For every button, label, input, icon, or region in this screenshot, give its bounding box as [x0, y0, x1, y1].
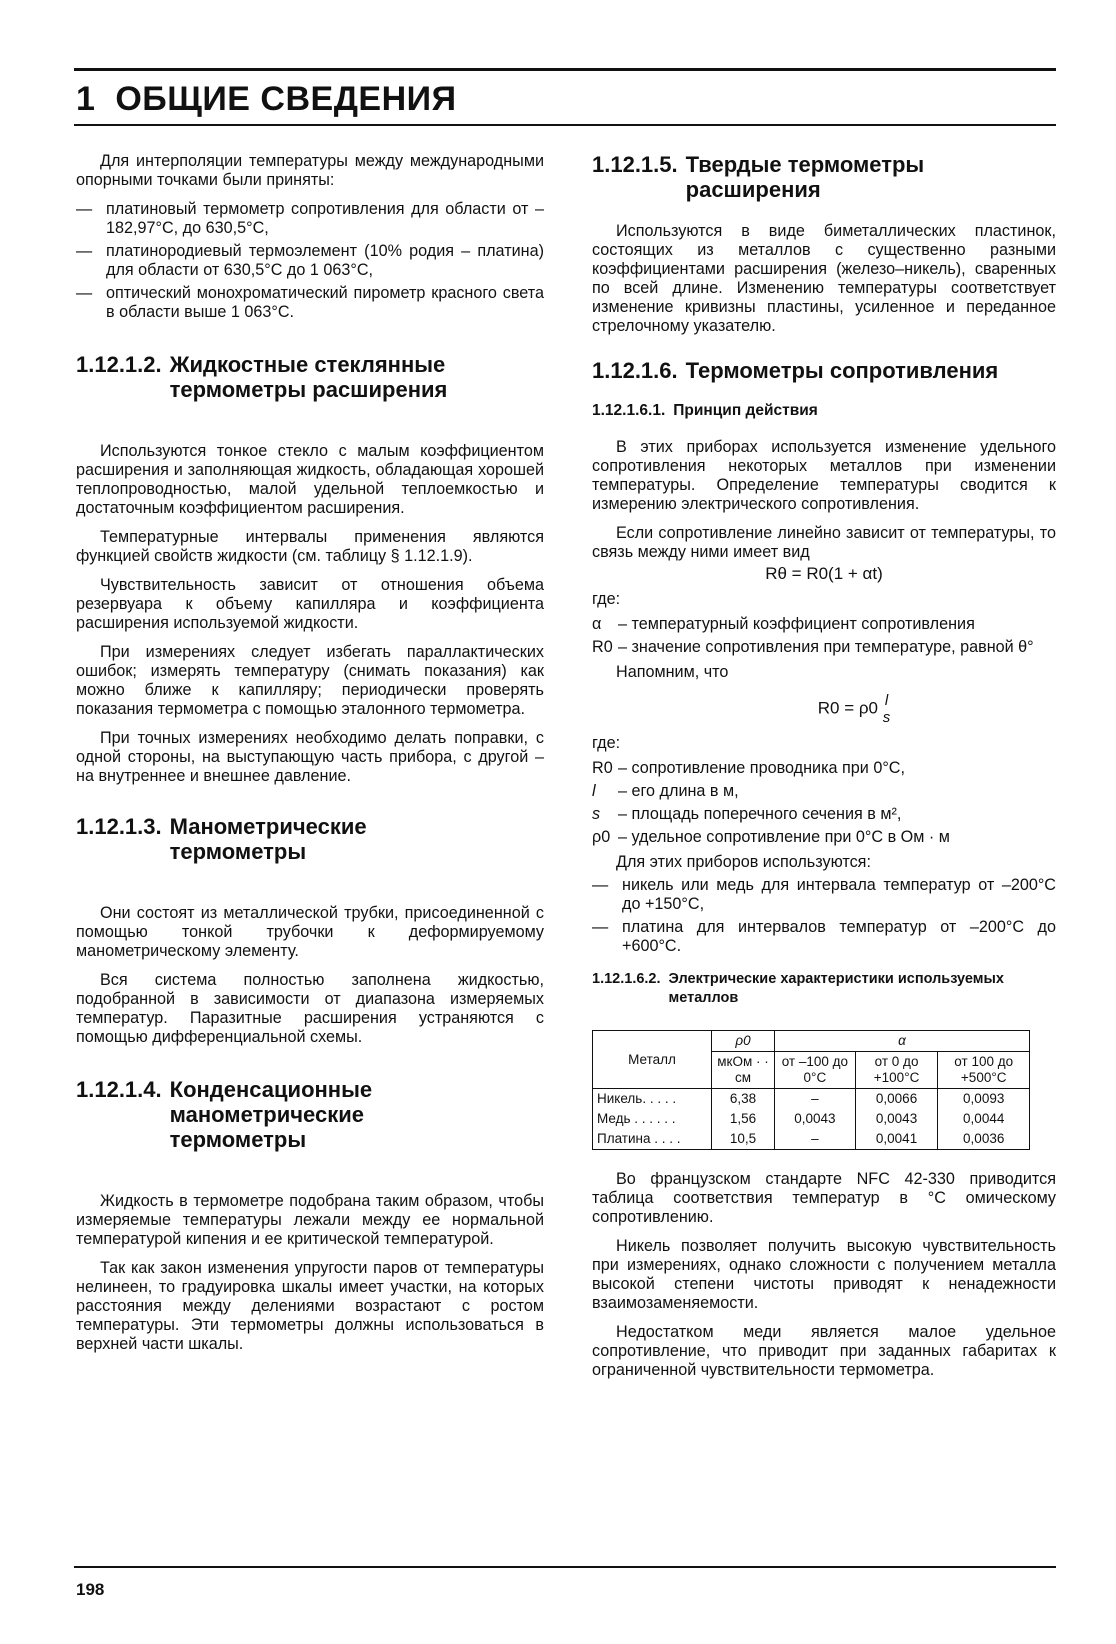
- paragraph: Вся система полностью заполнена жидкостью, подобранной в зависимости от диапазона измеряемых температур. Паразитные расширения устраняются с помощью дифференциальной схемы.: [76, 971, 544, 1046]
- header-metal: Металл: [593, 1031, 712, 1089]
- section-number: 1.12.1.5.: [592, 152, 678, 177]
- formula-fraction: [883, 692, 891, 726]
- where-label: где:: [592, 590, 621, 608]
- section-number: 1.12.1.4.: [76, 1077, 162, 1102]
- subsection-title: Принцип действия: [673, 402, 818, 419]
- cell-a3: 0,0093: [938, 1089, 1030, 1110]
- subsection-title: Электрические характеристики используемых металлов: [668, 971, 1004, 1006]
- paragraph: Жидкость в термометре подобрана таким образом, чтобы измеряемые температуры лежали между ее нормальной температурой кипения и ее критической температурой.: [76, 1192, 544, 1248]
- definition-symbol: R0: [592, 759, 613, 777]
- page-number: 198: [76, 1580, 105, 1599]
- cell-a3: 0,0044: [938, 1109, 1030, 1129]
- header-rho-unit: мкОм · · см: [712, 1052, 775, 1089]
- definition-list: [592, 759, 1056, 847]
- cell-metal: Платина . . . .: [593, 1129, 712, 1150]
- footer-rule: [74, 1566, 1056, 1568]
- where-label: где:: [592, 734, 621, 752]
- chapter-number: 1: [76, 80, 96, 118]
- definition-text: – его длина в м,: [618, 782, 739, 800]
- list-item: — платинородиевый термоэлемент (10% родия – платина) для области от 630,5°С до 1 063°С,: [76, 242, 544, 280]
- definition-item: [592, 638, 1056, 657]
- cell-a2: 0,0066: [855, 1089, 938, 1110]
- cell-rho: 10,5: [712, 1129, 775, 1150]
- definition-symbol: ρ0: [592, 828, 611, 846]
- table-row: [593, 1129, 1030, 1150]
- formula-lhs: R0 = ρ0: [817, 698, 878, 718]
- paragraph: Во французском стандарте NFC 42-330 приводится таблица соответствия температур в °С омическому сопротивлению.: [592, 1170, 1056, 1226]
- subsection-number: 1.12.1.6.1.: [592, 402, 666, 419]
- paragraph: Недостатком меди является малое удельное сопротивление, что приводит при заданных габаритах к ограниченной чувствительности термометра.: [592, 1323, 1056, 1379]
- paragraph: Никель позволяет получить высокую чувствительность при измерениях, однако сложности с получением металла высокой степени чистоты приводят к ненадежности взаимозаменяемости.: [592, 1237, 1056, 1312]
- cell-a1: –: [775, 1089, 856, 1110]
- paragraph: Температурные интервалы применения являются функцией свойств жидкости (см. таблицу § 1.12.1.9).: [76, 528, 544, 565]
- section-number: 1.12.1.6.: [592, 358, 678, 383]
- definition-text: – удельное сопротивление при 0°С в Ом · м: [618, 828, 950, 846]
- table-row: [593, 1089, 1030, 1110]
- definition-symbol: α: [592, 615, 602, 633]
- cell-metal: Медь . . . . . .: [593, 1109, 712, 1129]
- paragraph: Если сопротивление линейно зависит от температуры, то связь между ними имеет вид: [592, 524, 1056, 561]
- definition-item: [592, 782, 1056, 801]
- definition-item: [592, 759, 1056, 778]
- list-item: — никель или медь для интервала температур от –200°С до +150°С,: [592, 876, 1056, 914]
- section-title: Твердые термометры расширения: [685, 152, 925, 202]
- cell-a1: –: [775, 1129, 856, 1150]
- definition-text: – площадь поперечного сечения в м²,: [618, 805, 902, 823]
- definition-symbol: s: [592, 805, 601, 823]
- paragraph: Напомним, что: [616, 663, 729, 681]
- formula-resistance: [652, 692, 1056, 726]
- header-range: от 100 до +500°С: [938, 1052, 1030, 1089]
- intro-paragraph: Для интерполяции температуры между международными опорными точками были приняты:: [76, 152, 544, 189]
- cell-metal: Никель. . . . .: [593, 1089, 712, 1110]
- cell-rho: 6,38: [712, 1089, 775, 1110]
- top-rule: [74, 68, 1056, 71]
- definition-text: – сопротивление проводника при 0°С,: [618, 759, 905, 777]
- chapter-heading: [76, 80, 457, 119]
- list-item: — платина для интервалов температур от –200°С до +600°С.: [592, 918, 1056, 956]
- metals-list: [592, 876, 1056, 956]
- formula-linear: Rθ = R0(1 + αt): [765, 564, 883, 583]
- header-range: от –100 до 0°С: [775, 1052, 856, 1089]
- paragraph: Используются в виде биметаллических пластинок, состоящих из металлов с существенно разными коэффициентами расширения (железо–никель), сваренных по всей длине. Изменению температуры соответствует изменение кривизны пластины, усиленное и переданное стрелочному указателю.: [592, 222, 1056, 335]
- metals-table: [592, 1030, 1030, 1150]
- fraction-numerator: l: [884, 692, 889, 709]
- section-heading-solid: [592, 152, 1056, 202]
- section-title: Манометрические термометры: [169, 814, 367, 864]
- section-heading-resistance: [592, 358, 1056, 383]
- cell-a2: 0,0041: [855, 1129, 938, 1150]
- definition-text: – температурный коэффициент сопротивления: [618, 615, 975, 633]
- paragraph: Так как закон изменения упругости паров от температуры нелинеен, то градуировка шкалы имеет участки, на которых расстояния между делениями возрастают с ростом температуры. Эти термометры должны использоваться в верхней части шкалы.: [76, 1259, 544, 1353]
- fraction-denominator: s: [882, 709, 891, 726]
- definition-item: [592, 828, 1056, 847]
- cell-rho: 1,56: [712, 1109, 775, 1129]
- header-alpha: α: [775, 1031, 1030, 1052]
- list-item: — оптический монохроматический пирометр красного света в области выше 1 063°С.: [76, 284, 544, 322]
- paragraph: В этих приборах используется изменение удельного сопротивления некоторых металлов при изменении температуры. Определение температуры сводится к измерению электрического сопротивления.: [592, 438, 1056, 513]
- right-column: [592, 152, 1056, 1390]
- section-title: Жидкостные стеклянные термометры расширения: [169, 352, 448, 402]
- definition-item: [592, 615, 1056, 634]
- paragraph: При измерениях следует избегать параллактических ошибок; измерять температуру (снимать показания) как можно ближе к капилляру; периодически проверять показания термометра с помощью эталонного термометра.: [76, 643, 544, 718]
- subsection-number: 1.12.1.6.2.: [592, 971, 661, 987]
- cell-a2: 0,0043: [855, 1109, 938, 1129]
- section-heading-manometric: [76, 814, 544, 864]
- section-number: 1.12.1.3.: [76, 814, 162, 839]
- section-heading-liquid: [76, 352, 544, 402]
- paragraph: Чувствительность зависит от отношения объема резервуара к объему капилляра и коэффициента расширения используемой жидкости.: [76, 576, 544, 632]
- header-range: от 0 до +100°С: [855, 1052, 938, 1089]
- definition-symbol: l: [592, 782, 596, 800]
- left-column: [76, 152, 544, 1364]
- subsection-heading-principle: [592, 401, 1056, 420]
- header-rho: ρ0: [712, 1031, 775, 1052]
- cell-a1: 0,0043: [775, 1109, 856, 1129]
- intro-list: [76, 200, 544, 322]
- section-title: Термометры сопротивления: [685, 358, 999, 383]
- header-rule: [74, 124, 1056, 126]
- definition-item: [592, 805, 1056, 824]
- table-row: [593, 1109, 1030, 1129]
- definition-list: [592, 615, 1056, 657]
- cell-a3: 0,0036: [938, 1129, 1030, 1150]
- paragraph: Для этих приборов используются:: [616, 853, 871, 871]
- paragraph: При точных измерениях необходимо делать поправки, с одной стороны, на выступающую часть прибора, с другой – на внутреннее и внешнее давление.: [76, 729, 544, 785]
- section-title: Конденсационные манометрические термометры: [169, 1077, 373, 1152]
- chapter-title: ОБЩИЕ СВЕДЕНИЯ: [115, 80, 457, 118]
- definition-symbol: R0: [592, 638, 613, 656]
- paragraph: Они состоят из металлической трубки, присоединенной с помощью тонкой трубочки к деформируемому манометрическому элементу.: [76, 904, 544, 960]
- table-header-row: [593, 1031, 1030, 1052]
- subsection-heading-characteristics: [592, 970, 1056, 1008]
- section-number: 1.12.1.2.: [76, 352, 162, 377]
- definition-text: – значение сопротивления при температуре, равной θ°: [618, 638, 1034, 656]
- list-item: — платиновый термометр сопротивления для области от –182,97°С, до 630,5°С,: [76, 200, 544, 238]
- paragraph: Используются тонкое стекло с малым коэффициентом расширения и заполняющая жидкость, обладающая хорошей теплопроводностью, малой удельной теплоемкостью и достаточным коэффициентом расширения.: [76, 442, 544, 517]
- section-heading-condensation: [76, 1077, 544, 1152]
